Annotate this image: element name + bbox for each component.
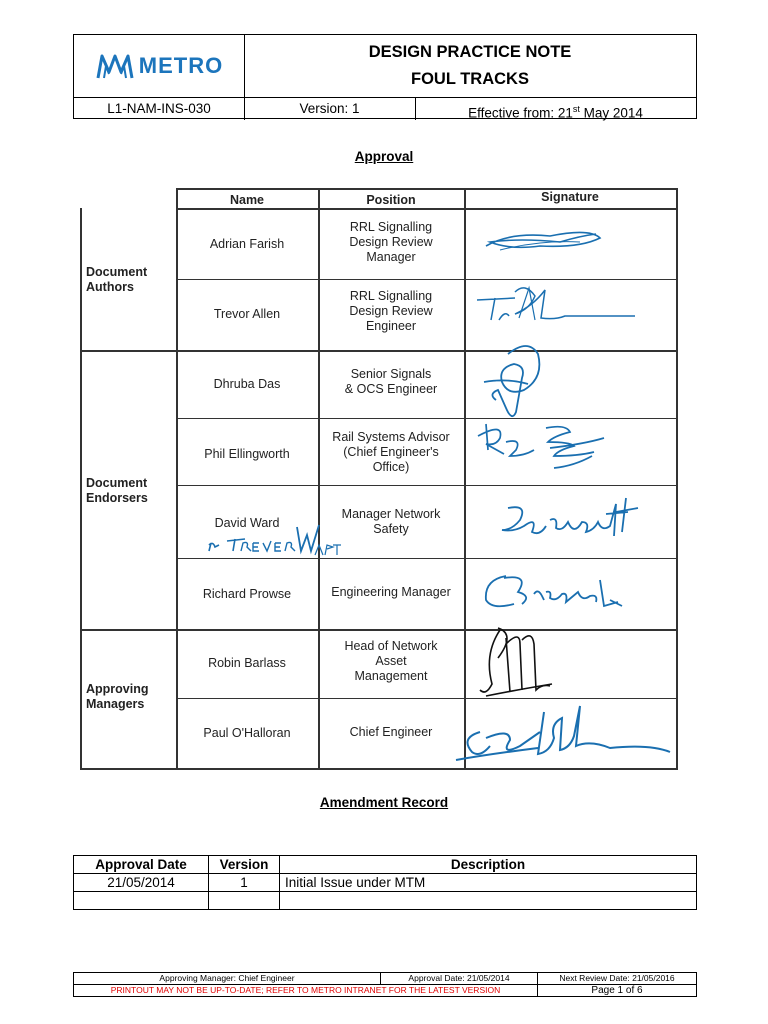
signature-david-ward [498,496,658,548]
amendment-description [280,892,697,910]
signature-robin-barlass [476,624,556,708]
footer-approval-date: Approval Date: 21/05/2014 [381,973,538,985]
approver-name: Paul O'Halloran [203,726,291,740]
approver-name: Phil Ellingworth [204,447,290,461]
signature-adrian-farish [480,220,610,260]
title-line-2: FOUL TRACKS [411,70,529,88]
effective-date [415,98,696,120]
table-header-row [74,856,697,874]
approver-position: Senior Signals & OCS Engineer [344,367,438,396]
amendment-date: 21/05/2014 [74,874,209,892]
col-header-position: Position [366,193,416,207]
approver-position: Manager Network Safety [341,507,441,536]
table-row [74,892,697,910]
metro-logo-text: METRO [138,53,224,78]
approver-position: RRL Signalling Design Review Manager [349,220,433,264]
approver-position: Engineering Manager [331,585,451,599]
col-header-name: Name [229,193,265,207]
footer-next-review: Next Review Date: 21/05/2016 [538,973,697,985]
footer-approving-manager: Approving Manager: Chief Engineer [74,973,381,985]
approver-position: Rail Systems Advisor (Chief Engineer's Office) [332,430,450,474]
signature-paul-ohalloran [450,698,680,770]
signature-richard-prowse [478,566,638,616]
effective-prefix: Effective from: 21 [468,105,573,121]
approver-position: Head of Network Asset Management [344,639,438,683]
amendment-version [209,892,280,910]
footer-printout-warning: PRINTOUT MAY NOT BE UP-TO-DATE; REFER TO METRO INTRANET FOR THE LATEST VERSION [74,985,538,997]
signature-trevor-allen [475,280,645,330]
approver-name: Dhruba Das [213,377,281,391]
group-label-approving: Approving Managers [86,682,149,711]
metro-logo [74,35,245,97]
document-header [73,34,697,119]
amendment-date [74,892,209,910]
effective-sup: st [572,104,580,114]
col-header-version: Version [209,856,280,874]
group-label-authors: Document Authors [86,265,148,294]
handwritten-pp-note [205,521,345,559]
approver-name: Robin Barlass [208,656,286,670]
col-header-approval-date: Approval Date [74,856,209,874]
effective-suffix: May 2014 [579,105,643,121]
amendment-table [73,855,697,910]
approval-table [80,188,678,770]
amendment-description: Initial Issue under MTM [280,874,697,892]
approver-name: David Ward [214,516,280,530]
approval-heading: Approval [354,149,414,164]
approver-name: Richard Prowse [202,587,292,601]
amendment-heading: Amendment Record [319,795,449,810]
document-footer [73,972,697,997]
footer-page-number: Page 1 of 6 [538,985,697,997]
doc-version: Version: 1 [244,98,416,120]
table-row [74,874,697,892]
doc-id: L1-NAM-INS-030 [74,98,245,120]
approver-position: Chief Engineer [349,725,433,739]
col-header-description: Description [280,856,697,874]
metro-logo-icon [95,52,135,80]
title-line-1: DESIGN PRACTICE NOTE [368,43,572,61]
signature-phil-ellingworth [474,420,664,482]
approver-name: Trevor Allen [213,307,281,321]
signature-dhruba-das [478,338,558,428]
approver-name: Adrian Farish [209,237,285,251]
document-title [244,35,696,97]
header-meta-row [74,97,696,120]
amendment-version: 1 [209,874,280,892]
col-header-signature: Signature [541,190,599,204]
group-label-endorsers: Document Endorsers [86,476,148,505]
approver-position: RRL Signalling Design Review Engineer [349,289,433,333]
